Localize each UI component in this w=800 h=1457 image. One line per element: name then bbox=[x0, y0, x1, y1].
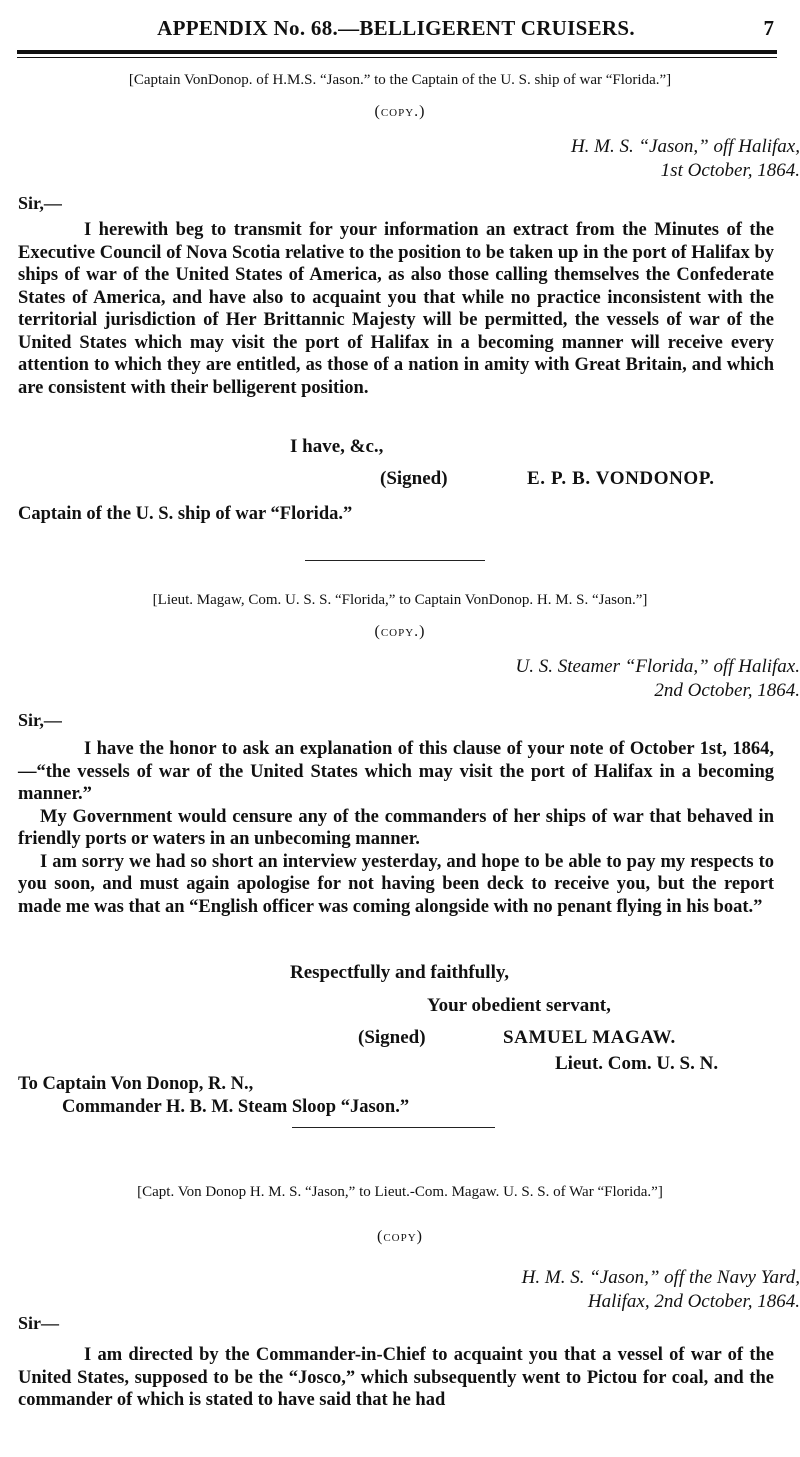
letter-2-addressee-line-2: Commander H. B. M. Steam Sloop “Jason.” bbox=[62, 1097, 410, 1117]
letter-2-signed-label: (Signed) bbox=[358, 1027, 426, 1048]
letter-2-paragraph-1: I have the honor to ask an explanation of this clause of your note of October 1st, 1864,—“the vessels of war of the United States which may visit the port of Halifax in a becoming manner.” bbox=[18, 739, 774, 804]
letter-3-body bbox=[0, 1344, 800, 1412]
letter-3-dateline-line-2: Halifax, 2nd October, 1864. bbox=[587, 1291, 800, 1312]
letter-2-closing-line-1: Respectfully and faithfully, bbox=[290, 962, 510, 983]
letter-1-caption: [Captain VonDonop. of H.M.S. “Jason.” to the Captain of the U. S. ship of war “Florida.”] bbox=[128, 72, 672, 88]
letter-1-body bbox=[0, 219, 800, 399]
letter-3-dateline-line-1: H. M. S. “Jason,” off the Navy Yard, bbox=[521, 1267, 800, 1288]
letter-1-dateline bbox=[0, 135, 800, 183]
letter-1-addressee-line-1: Captain of the U. S. ship of war “Florida.” bbox=[18, 504, 353, 524]
letter-1-addressee bbox=[0, 503, 800, 526]
letter-2-closing-line-2: Your obedient servant, bbox=[427, 995, 611, 1016]
letter-3-caption: [Capt. Von Donop H. M. S. “Jason,” to Lieut.-Com. Magaw. U. S. S. of War “Florida.”] bbox=[137, 1184, 663, 1200]
running-header bbox=[18, 16, 774, 46]
letter-2-caption: [Lieut. Magaw, Com. U. S. S. “Florida,” to Captain VonDonop. H. M. S. “Jason.”] bbox=[152, 592, 648, 608]
letter-1-dateline-line-2: 1st October, 1864. bbox=[660, 160, 800, 181]
letter-2-addressee-line-1: To Captain Von Donop, R. N., bbox=[18, 1074, 254, 1094]
page-number: 7 bbox=[763, 16, 774, 40]
letter-2-salutation: Sir,— bbox=[18, 710, 62, 730]
letter-2-body bbox=[0, 738, 800, 918]
letter-2-copy-mark: (copy.) bbox=[374, 623, 426, 640]
letter-1-signer: E. P. B. VONDONOP. bbox=[527, 468, 715, 489]
letter-1-dateline-line-1: H. M. S. “Jason,” off Halifax, bbox=[570, 136, 800, 157]
letter-1-signed-label: (Signed) bbox=[380, 468, 448, 489]
letter-2-addressee bbox=[0, 1073, 800, 1119]
letter-3-paragraph-1: I am directed by the Commander-in-Chief to acquaint you that a vessel of war of the United States, supposed to be the “Josco,” which subsequently went to Pictou for coal, and the commander of which is stated to have said that he had bbox=[18, 1345, 774, 1410]
letter-3-dateline bbox=[0, 1266, 800, 1314]
letter-3-copy-mark: (copy) bbox=[377, 1228, 423, 1245]
letter-2-signer-title: Lieut. Com. U. S. N. bbox=[555, 1053, 719, 1074]
letter-1-closing: I have, &c., bbox=[290, 436, 384, 457]
letter-2-dateline bbox=[0, 655, 800, 703]
letter-3-salutation: Sir— bbox=[18, 1313, 60, 1333]
letter-1-paragraph-1: I herewith beg to transmit for your information an extract from the Minutes of the Executive Council of Nova Scotia relative to the position to be taken up in the port of Halifax by ships of war of the United States of America, as also those calling themselves the Confederate States of America, and have also to acquaint you that while no practice inconsistent with the territorial jurisdiction of Her Brittannic Majesty will be permitted, the vessels of war of the United States which may visit the port of Halifax in a becoming manner will receive every attention to which they are entitled, as those of a nation in amity with Great Britain, and which are consistent with their belligerent position. bbox=[18, 220, 774, 398]
letter-2-paragraph-2: My Government would censure any of the commanders of her ships of war that behaved in friendly ports or waters in an unbecoming manner. bbox=[18, 806, 774, 849]
running-title: APPENDIX No. 68.—BELLIGERENT CRUISERS. bbox=[157, 16, 635, 40]
letter-1-copy-mark: (copy.) bbox=[374, 103, 426, 120]
header-rule bbox=[17, 50, 777, 58]
letter-2-signer: SAMUEL MAGAW. bbox=[503, 1027, 676, 1048]
letter-2-dateline-line-2: 2nd October, 1864. bbox=[654, 680, 800, 701]
letter-2-dateline-line-1: U. S. Steamer “Florida,” off Halifax. bbox=[515, 656, 800, 677]
section-separator bbox=[292, 1127, 495, 1128]
letter-2-paragraph-3: I am sorry we had so short an interview yesterday, and hope to be able to pay my respects to you soon, and must again apologise for not having been deck to receive you, but the report made me was that an “English officer was coming alongside with no penant flying in his boat.” bbox=[18, 851, 774, 917]
letter-1-salutation: Sir,— bbox=[18, 193, 62, 213]
section-separator bbox=[305, 560, 485, 561]
